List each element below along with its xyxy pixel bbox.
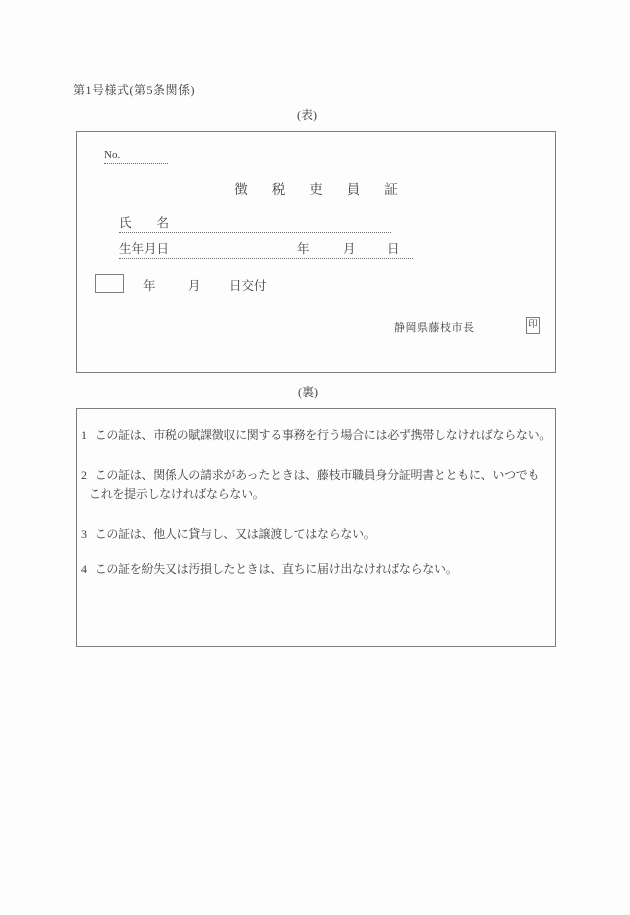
issue-day-label: 日交付 bbox=[229, 279, 267, 293]
name-field bbox=[119, 215, 391, 233]
rule-text-continued: これを提示しなければならない。 bbox=[89, 487, 265, 501]
issue-month-label: 月 bbox=[188, 279, 201, 293]
back-side-label: (裏) bbox=[298, 385, 318, 399]
certificate-front-card bbox=[76, 131, 556, 373]
rule-item-4 bbox=[81, 562, 553, 577]
rule-item-2 bbox=[81, 468, 553, 502]
seal-box bbox=[526, 317, 540, 334]
name-label: 氏 名 bbox=[119, 216, 170, 230]
birth-year-label: 年 bbox=[297, 242, 310, 256]
birthdate-field bbox=[119, 241, 413, 259]
certificate-title: 徴税吏員証 bbox=[234, 182, 422, 197]
era-name-box bbox=[95, 274, 124, 293]
issuer-name: 静岡県藤枝市長 bbox=[394, 322, 475, 334]
birth-month-label: 月 bbox=[343, 242, 356, 256]
rule-number: 4 bbox=[81, 562, 87, 576]
form-number-label: 第1号様式(第5条関係) bbox=[73, 83, 195, 97]
certificate-back-card bbox=[76, 408, 556, 647]
no-label: No. bbox=[104, 149, 121, 161]
front-side-label: (表) bbox=[297, 108, 317, 122]
rule-item-1 bbox=[81, 428, 553, 443]
rule-number: 3 bbox=[81, 527, 87, 541]
rule-text: この証は、他人に貸与し、又は譲渡してはならない。 bbox=[94, 527, 376, 541]
rule-number: 1 bbox=[81, 428, 87, 442]
rule-number: 2 bbox=[81, 468, 87, 482]
rule-text: この証は、関係人の請求があったときは、藤枝市職員身分証明書とともに、いつでも bbox=[94, 468, 540, 482]
rule-item-3 bbox=[81, 527, 553, 542]
certificate-number-field bbox=[104, 148, 168, 164]
birth-day-label: 日 bbox=[387, 242, 400, 256]
rule-text: この証は、市税の賦課徴収に関する事務を行う場合には必ず携帯しなければならない。 bbox=[94, 428, 552, 442]
issue-year-label: 年 bbox=[143, 279, 156, 293]
birthdate-label: 生年月日 bbox=[119, 242, 170, 256]
rule-text: この証を紛失又は汚損したときは、直ちに届け出なければならない。 bbox=[94, 562, 458, 576]
seal-mark: 印 bbox=[528, 320, 538, 330]
